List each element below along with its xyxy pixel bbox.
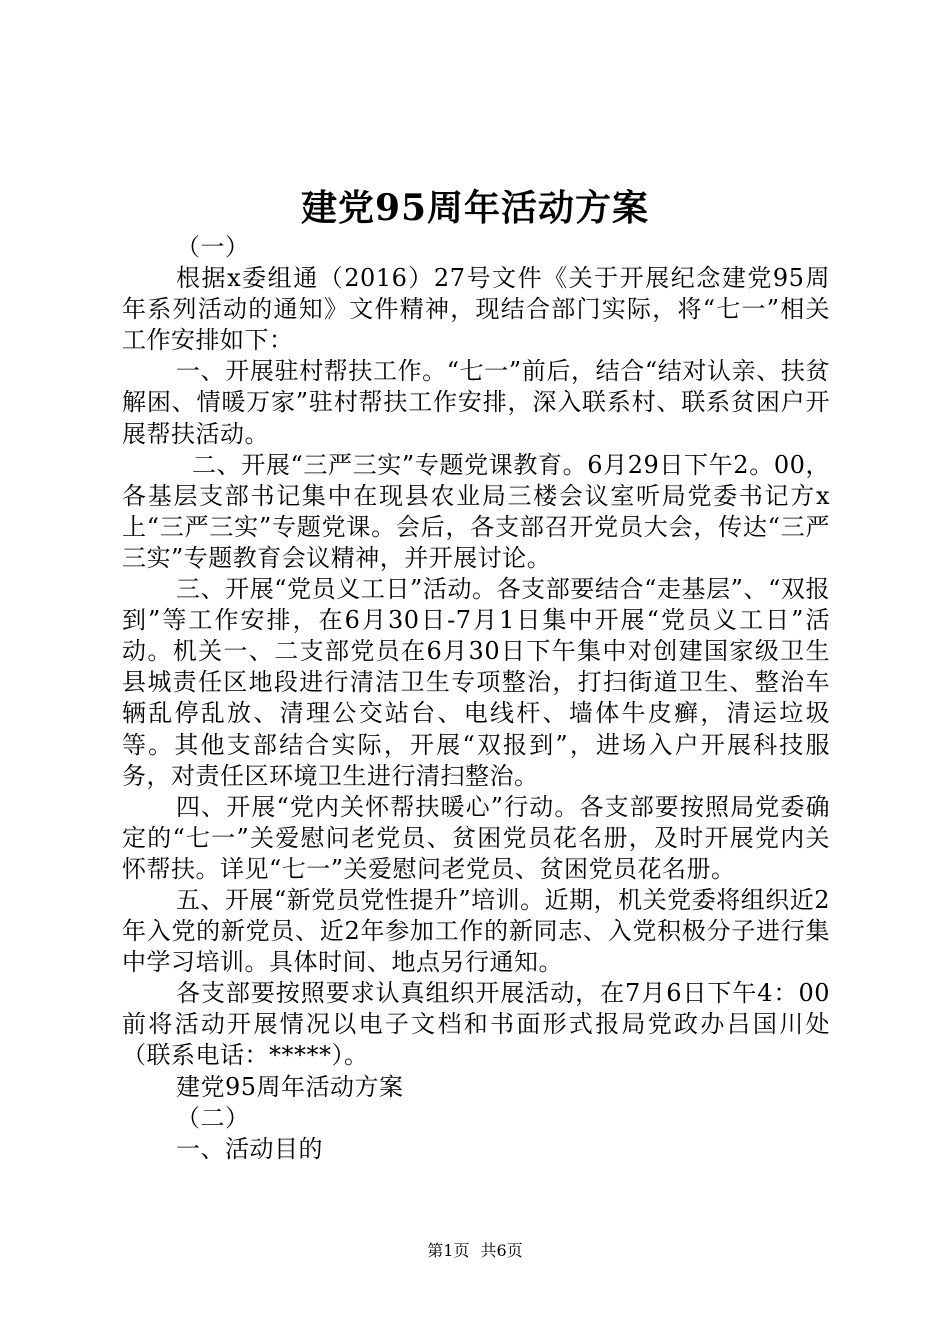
page-number: 第1页	[427, 1241, 470, 1260]
repeat-title-line: 建党95周年活动方案	[176, 1072, 404, 1101]
item-two-paragraph: 二、开展“三严三实”专题党课教育。6月29日下午2。00，各基层支部书记集中在现县农业局三楼会议室听局党委书记方x上“三严三实”专题党课。会后，各支部召开党员大会，传达“三严三实”专题教育会议精神，并开展讨论。	[122, 450, 830, 572]
document-body	[122, 232, 830, 1165]
item-one-paragraph: 一、开展驻村帮扶工作。“七一”前后，结合“结对认亲、扶贫解困、情暖万家”驻村帮扶工作安排，深入联系村、联系贫困户开展帮扶活动。	[122, 357, 830, 448]
item-three-paragraph: 三、开展“党员义工日”活动。各支部要结合“走基层”、“双报到”等工作安排，在6月30日-7月1日集中开展“党员义工日”活动。机关一、二支部党员在6月30日下午集中对创建国家级卫生县城责任区地段进行清洁卫生专项整治，打扫街道卫生、整治车辆乱停乱放、清理公交站台、电线杆、墙体牛皮癣，清运垃圾等。其他支部结合实际，开展“双报到”，进场入户开展科技服务，对责任区环境卫生进行清扫整治。	[122, 575, 830, 790]
page-total: 共6页	[480, 1241, 523, 1260]
section-marker-two: （二）	[176, 1103, 250, 1132]
section-heading-purpose: 一、活动目的	[176, 1134, 323, 1163]
intro-paragraph: 根据x委组通（2016）27号文件《关于开展纪念建党95周年系列活动的通知》文件精神，现结合部门实际，将“七一”相关工作安排如下：	[122, 264, 830, 355]
item-five-paragraph: 五、开展“新党员党性提升”培训。近期，机关党委将组织近2年入党的新党员、近2年参加工作的新同志、入党积极分子进行集中学习培训。具体时间、地点另行通知。	[122, 885, 830, 977]
document-title: 建党95周年活动方案	[300, 187, 650, 229]
page-footer	[0, 1240, 950, 1262]
section-marker-one: （一）	[176, 233, 250, 261]
closing-paragraph: 各支部要按照要求认真组织开展活动，在7月6日下午4：00前将活动开展情况以电子文档和书面形式报局党政办吕国川处（联系电话：*****）。	[122, 979, 830, 1070]
item-four-paragraph: 四、开展“党内关怀帮扶暖心”行动。各支部要按照局党委确定的“七一”关爱慰问老党员、贫困党员花名册，及时开展党内关怀帮扶。详见“七一”关爱慰问老党员、贫困党员花名册。	[122, 792, 830, 883]
